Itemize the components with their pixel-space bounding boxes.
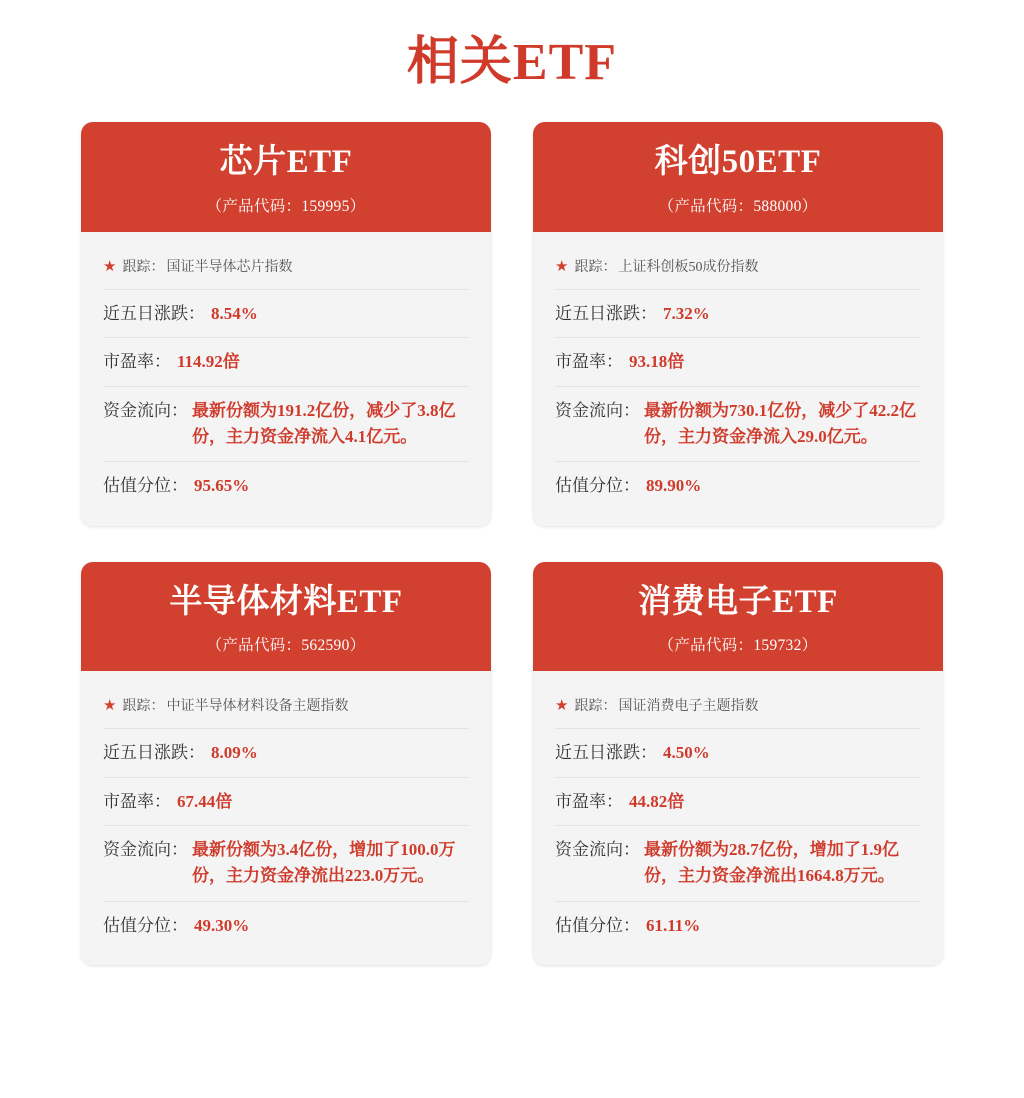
track-value: 国证消费电子主题指数: [618, 699, 759, 715]
five-day-value: 8.09%: [211, 743, 258, 763]
etf-card-header: [81, 562, 491, 671]
etf-card[interactable]: [81, 562, 491, 965]
etf-valuation-row: [555, 902, 921, 950]
star-icon: ★: [103, 698, 117, 715]
etf-pe-row: [555, 778, 921, 827]
five-day-label: 近五日涨跌：: [103, 303, 205, 323]
etf-flow-row: [103, 387, 469, 463]
etf-valuation-row: [103, 462, 469, 510]
etf-valuation-row: [555, 462, 921, 510]
track-value: 上证科创板50成份指数: [618, 259, 759, 275]
page-title: 相关ETF: [406, 34, 618, 91]
star-icon: ★: [555, 258, 569, 275]
etf-card-grid: [0, 122, 1024, 965]
etf-track-row: [103, 685, 469, 729]
pe-label: 市盈率：: [555, 791, 623, 811]
etf-code: （产品代码：562590）: [206, 637, 366, 655]
etf-five-day-row: [555, 729, 921, 778]
five-day-label: 近五日涨跌：: [555, 303, 657, 323]
flow-value: 最新份额为28.7亿份，增加了1.9亿份，主力资金净流出1664.8万元。: [644, 840, 899, 886]
flow-value: 最新份额为191.2亿份，减少了3.8亿份，主力资金净流入4.1亿元。: [192, 400, 456, 446]
etf-five-day-row: [103, 290, 469, 339]
pe-value: 67.44倍: [177, 791, 233, 811]
track-label: 跟踪：: [574, 259, 617, 275]
etf-card-body: [81, 671, 491, 965]
etf-five-day-row: [555, 290, 921, 339]
etf-name: 消费电子ETF: [638, 583, 838, 620]
flow-value: 最新份额为3.4亿份，增加了100.0万份，主力资金净流出223.0万元。: [192, 840, 456, 886]
valuation-label: 估值分位：: [103, 915, 188, 935]
pe-value: 114.92倍: [177, 352, 240, 372]
flow-label: 资金流向：: [555, 400, 640, 420]
etf-card-header: [533, 122, 943, 231]
five-day-label: 近五日涨跌：: [555, 743, 657, 763]
five-day-label: 近五日涨跌：: [103, 743, 205, 763]
track-label: 跟踪：: [122, 699, 165, 715]
etf-flow-row: [555, 387, 921, 463]
valuation-label: 估值分位：: [555, 476, 640, 496]
etf-flow-row: [555, 826, 921, 902]
flow-label: 资金流向：: [103, 400, 188, 420]
etf-track-row: [555, 246, 921, 290]
etf-pe-row: [103, 778, 469, 827]
etf-name: 芯片ETF: [219, 144, 353, 181]
etf-card-body: [81, 232, 491, 526]
track-value: 中证半导体材料设备主题指数: [166, 699, 349, 715]
flow-label: 资金流向：: [555, 840, 640, 860]
etf-code: （产品代码：159732）: [658, 637, 818, 655]
pe-label: 市盈率：: [103, 352, 171, 372]
etf-five-day-row: [103, 729, 469, 778]
etf-valuation-row: [103, 902, 469, 950]
etf-flow-row: [103, 826, 469, 902]
etf-track-row: [555, 685, 921, 729]
valuation-value: 49.30%: [194, 915, 250, 935]
etf-card[interactable]: [533, 122, 943, 525]
track-label: 跟踪：: [122, 259, 165, 275]
etf-card[interactable]: [533, 562, 943, 965]
track-label: 跟踪：: [574, 699, 617, 715]
pe-label: 市盈率：: [103, 791, 171, 811]
star-icon: ★: [555, 698, 569, 715]
etf-track-row: [103, 246, 469, 290]
five-day-value: 4.50%: [663, 743, 710, 763]
valuation-value: 89.90%: [646, 476, 702, 496]
five-day-value: 7.32%: [663, 303, 710, 323]
etf-card-body: [533, 232, 943, 526]
valuation-label: 估值分位：: [555, 915, 640, 935]
pe-label: 市盈率：: [555, 352, 623, 372]
etf-card-header: [533, 562, 943, 671]
etf-page: [0, 18, 1024, 1098]
etf-pe-row: [555, 338, 921, 387]
pe-value: 93.18倍: [629, 352, 685, 372]
five-day-value: 8.54%: [211, 303, 258, 323]
etf-code: （产品代码：159995）: [206, 197, 366, 215]
etf-pe-row: [103, 338, 469, 387]
track-value: 国证半导体芯片指数: [166, 259, 293, 275]
etf-code: （产品代码：588000）: [658, 197, 818, 215]
flow-label: 资金流向：: [103, 840, 188, 860]
valuation-value: 95.65%: [194, 476, 250, 496]
star-icon: ★: [103, 258, 117, 275]
etf-name: 科创50ETF: [654, 144, 822, 181]
etf-card-header: [81, 122, 491, 231]
valuation-label: 估值分位：: [103, 476, 188, 496]
etf-card[interactable]: [81, 122, 491, 525]
etf-name: 半导体材料ETF: [169, 583, 403, 620]
valuation-value: 61.11%: [646, 915, 701, 935]
pe-value: 44.82倍: [629, 791, 685, 811]
flow-value: 最新份额为730.1亿份，减少了42.2亿份，主力资金净流入29.0亿元。: [644, 400, 916, 446]
etf-card-body: [533, 671, 943, 965]
